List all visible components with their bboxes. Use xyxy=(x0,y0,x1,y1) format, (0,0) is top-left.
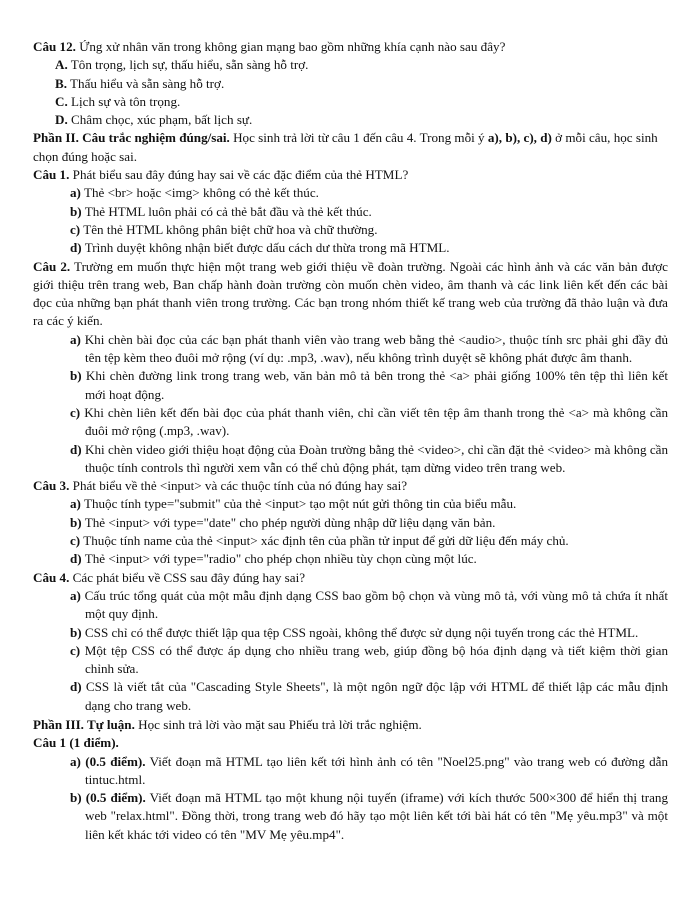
essay-b xyxy=(33,789,668,844)
option-key: A. xyxy=(55,57,68,73)
question-text: Trường em muốn thực hiện một trang web giới thiệu về đoàn trường. Ngoài các hình ảnh và các văn bản được giới thiệu trên trang web, Ban chấp hành đoàn trường còn muốn chèn video, âm thanh và các link liên kết đến các bài đọc của những bạn phát thanh viên trong trường. Các bạn trong nhóm thiết kế trang web của trường đã thảo luận và đưa ra các ý kiến. xyxy=(33,258,668,329)
question-text: Phát biểu về thẻ <input> và các thuộc tính của nó đúng hay sai? xyxy=(69,478,408,494)
statement-key: d) xyxy=(70,679,82,695)
question-text: Các phát biểu về CSS sau đây đúng hay sai? xyxy=(69,569,306,585)
part-2-question-4 xyxy=(33,569,668,587)
question-label: Câu 12. xyxy=(33,39,76,54)
option-text: Tôn trọng, lịch sự, thấu hiểu, sẵn sàng hỗ trợ. xyxy=(67,57,309,73)
statement-d xyxy=(33,550,668,568)
section-title: Phần III. Tự luận. xyxy=(33,716,135,732)
option-text: Lịch sự và tôn trọng. xyxy=(67,93,181,109)
statement-b xyxy=(33,624,668,642)
option-text: Châm chọc, xúc phạm, bất lịch sự. xyxy=(67,112,253,128)
option-key: D. xyxy=(55,112,68,128)
section-intro: Học sinh trả lời vào mặt sau Phiếu trả lời trắc nghiệm. xyxy=(134,716,422,732)
question-label: Câu 4. xyxy=(33,569,70,585)
statement-key: d) xyxy=(70,551,82,567)
question-label: Câu 1. xyxy=(33,167,70,183)
statement-key: c) xyxy=(70,404,81,420)
statement-b xyxy=(33,203,668,221)
statement-key: b) xyxy=(70,624,82,640)
essay-points: (0.5 điểm). xyxy=(81,790,146,806)
statement-text: Cấu trúc tổng quát của một mẫu định dạng CSS bao gồm bộ chọn và vùng mô tả, với vùng mô tả chứa ít nhất một quy định. xyxy=(80,587,668,622)
statement-text: Thẻ <input> với type="radio" cho phép chọn nhiều tùy chọn cùng một lúc. xyxy=(81,551,477,567)
statement-a xyxy=(33,495,668,513)
option-d xyxy=(33,111,668,129)
option-key: B. xyxy=(55,75,68,91)
statement-text: Khi chèn liên kết đến bài đọc của phát thanh viên, chỉ cần viết tên tệp âm thanh trong thẻ <a> mà không cần đuôi mở rộng (.mp3, .wav). xyxy=(80,404,668,439)
question-label: Câu 2. xyxy=(33,258,71,274)
statement-text: Trình duyệt không nhận biết được dấu cách dư thừa trong mã HTML. xyxy=(81,240,450,256)
question-text: Ứng xử nhân văn trong không gian mạng bao gồm những khía cạnh nào sau đây? xyxy=(75,39,506,54)
statement-c xyxy=(33,404,668,441)
statement-key: c) xyxy=(70,642,81,658)
option-b xyxy=(33,75,668,93)
part-3-question-1: Câu 1 (1 điểm). xyxy=(33,735,119,751)
part-2-heading xyxy=(33,129,668,166)
statement-text: Thẻ <input> với type="date" cho phép người dùng nhập dữ liệu dạng văn bản. xyxy=(81,514,496,530)
statement-text: Thẻ HTML luôn phải có cả thẻ bắt đầu và thẻ kết thúc. xyxy=(81,203,372,219)
statement-b xyxy=(33,514,668,532)
question-text: Phát biểu sau đây đúng hay sai về các đặc điểm của thẻ HTML? xyxy=(69,167,409,183)
statement-key: a) xyxy=(70,496,81,512)
statement-key: a) xyxy=(70,331,81,347)
statement-text: Một tệp CSS có thể được áp dụng cho nhiều trang web, giúp đồng bộ hóa định dạng và tiết kiệm thời gian chỉnh sửa. xyxy=(80,642,668,677)
part-2-question-2 xyxy=(33,258,668,331)
statement-text: Thuộc tính type="submit" của thẻ <input> tạo một nút gửi thông tin của biểu mẫu. xyxy=(80,496,517,512)
statement-text: Khi chèn bài đọc của các bạn phát thanh viên vào trang web bằng thẻ <audio>, thuộc tính src phải ghi đầy đủ tên tệp kèm theo đuôi mở rộng (ví dụ: .mp3, .wav), nếu không trình duyệt sẽ không phát được âm thanh. xyxy=(80,331,668,366)
part-2-question-3 xyxy=(33,477,668,495)
statement-c xyxy=(33,221,668,239)
statement-text: Khi chèn đường link trong trang web, văn bản mô tả bên trong thẻ <a> phải giống 100% tên tệp thì liên kết mới hoạt động. xyxy=(81,368,668,402)
essay-key: a) xyxy=(70,753,81,769)
essay-text: Viết đoạn mã HTML tạo liên kết tới hình ảnh có tên "Noel25.png" vào trang web có đường dẫn tintuc.html. xyxy=(85,753,668,787)
statement-key: a) xyxy=(70,587,81,603)
statement-text: CSS là viết tắt của "Cascading Style Sheets", là một ngôn ngữ độc lập với HTML để thiết lập các mẫu định dạng cho trang web. xyxy=(81,679,668,713)
essay-text: Viết đoạn mã HTML tạo một khung nội tuyến (iframe) với kích thước 500×300 để hiển thị trang web "relax.html". Đồng thời, trong trang web đó hãy tạo một liên kết tới bài hát có tên "Mẹ yêu.mp3" và một liên kết khác tới video có tên "MV Mẹ yêu.mp4". xyxy=(85,790,668,842)
statement-key: c) xyxy=(70,533,81,549)
option-text: Thấu hiểu và sẵn sàng hỗ trợ. xyxy=(67,75,225,91)
statement-a xyxy=(33,587,668,624)
part-3-heading xyxy=(33,716,668,734)
section-title: Phần II. Câu trắc nghiệm đúng/sai. xyxy=(33,130,230,146)
statement-key: c) xyxy=(70,221,81,237)
section-intro-marks: a), b), c), d) xyxy=(487,130,552,146)
option-a xyxy=(33,56,668,74)
statement-b xyxy=(33,367,668,404)
essay-a xyxy=(33,753,668,790)
statement-key: b) xyxy=(70,203,82,219)
option-key: C. xyxy=(55,93,68,109)
statement-text: Thẻ <br> hoặc <img> không có thẻ kết thúc. xyxy=(80,185,319,201)
statement-key: d) xyxy=(70,240,82,256)
essay-points: (0.5 điểm). xyxy=(80,753,146,769)
statement-d xyxy=(33,239,668,257)
section-intro-end: ở mỗi câu, học sinh chọn đúng hoặc sai. xyxy=(33,130,658,164)
statement-key: b) xyxy=(70,514,82,530)
part-2-question-1 xyxy=(33,166,668,184)
statement-d xyxy=(33,441,668,478)
essay-key: b) xyxy=(70,790,82,806)
statement-text: CSS chỉ có thể được thiết lập qua tệp CSS ngoài, không thể được sử dụng nội tuyến trong các thẻ HTML. xyxy=(81,624,639,640)
statement-d xyxy=(33,678,668,715)
statement-key: d) xyxy=(70,441,82,457)
statement-a xyxy=(33,331,668,368)
statement-c xyxy=(33,642,668,679)
option-c xyxy=(33,93,668,111)
statement-key: a) xyxy=(70,185,81,201)
statement-text: Tên thẻ HTML không phân biệt chữ hoa và chữ thường. xyxy=(80,221,378,237)
question-12 xyxy=(33,38,668,56)
statement-c xyxy=(33,532,668,550)
statement-key: b) xyxy=(70,368,82,384)
section-intro: Học sinh trả lời từ câu 1 đến câu 4. Trong mỗi ý xyxy=(229,130,488,146)
statement-a xyxy=(33,184,668,202)
statement-text: Thuộc tính name của thẻ <input> xác định tên của phần tử input để gửi dữ liệu đến máy chủ. xyxy=(80,533,569,549)
question-label: Câu 3. xyxy=(33,478,70,494)
statement-text: Khi chèn video giới thiệu hoạt động của Đoàn trường bằng thẻ <video>, chỉ cần đặt thẻ <video> mà không cần thuộc tính controls thì người xem vẫn có thể chủ động phát, tạm dừng video trên trang web. xyxy=(81,441,668,475)
